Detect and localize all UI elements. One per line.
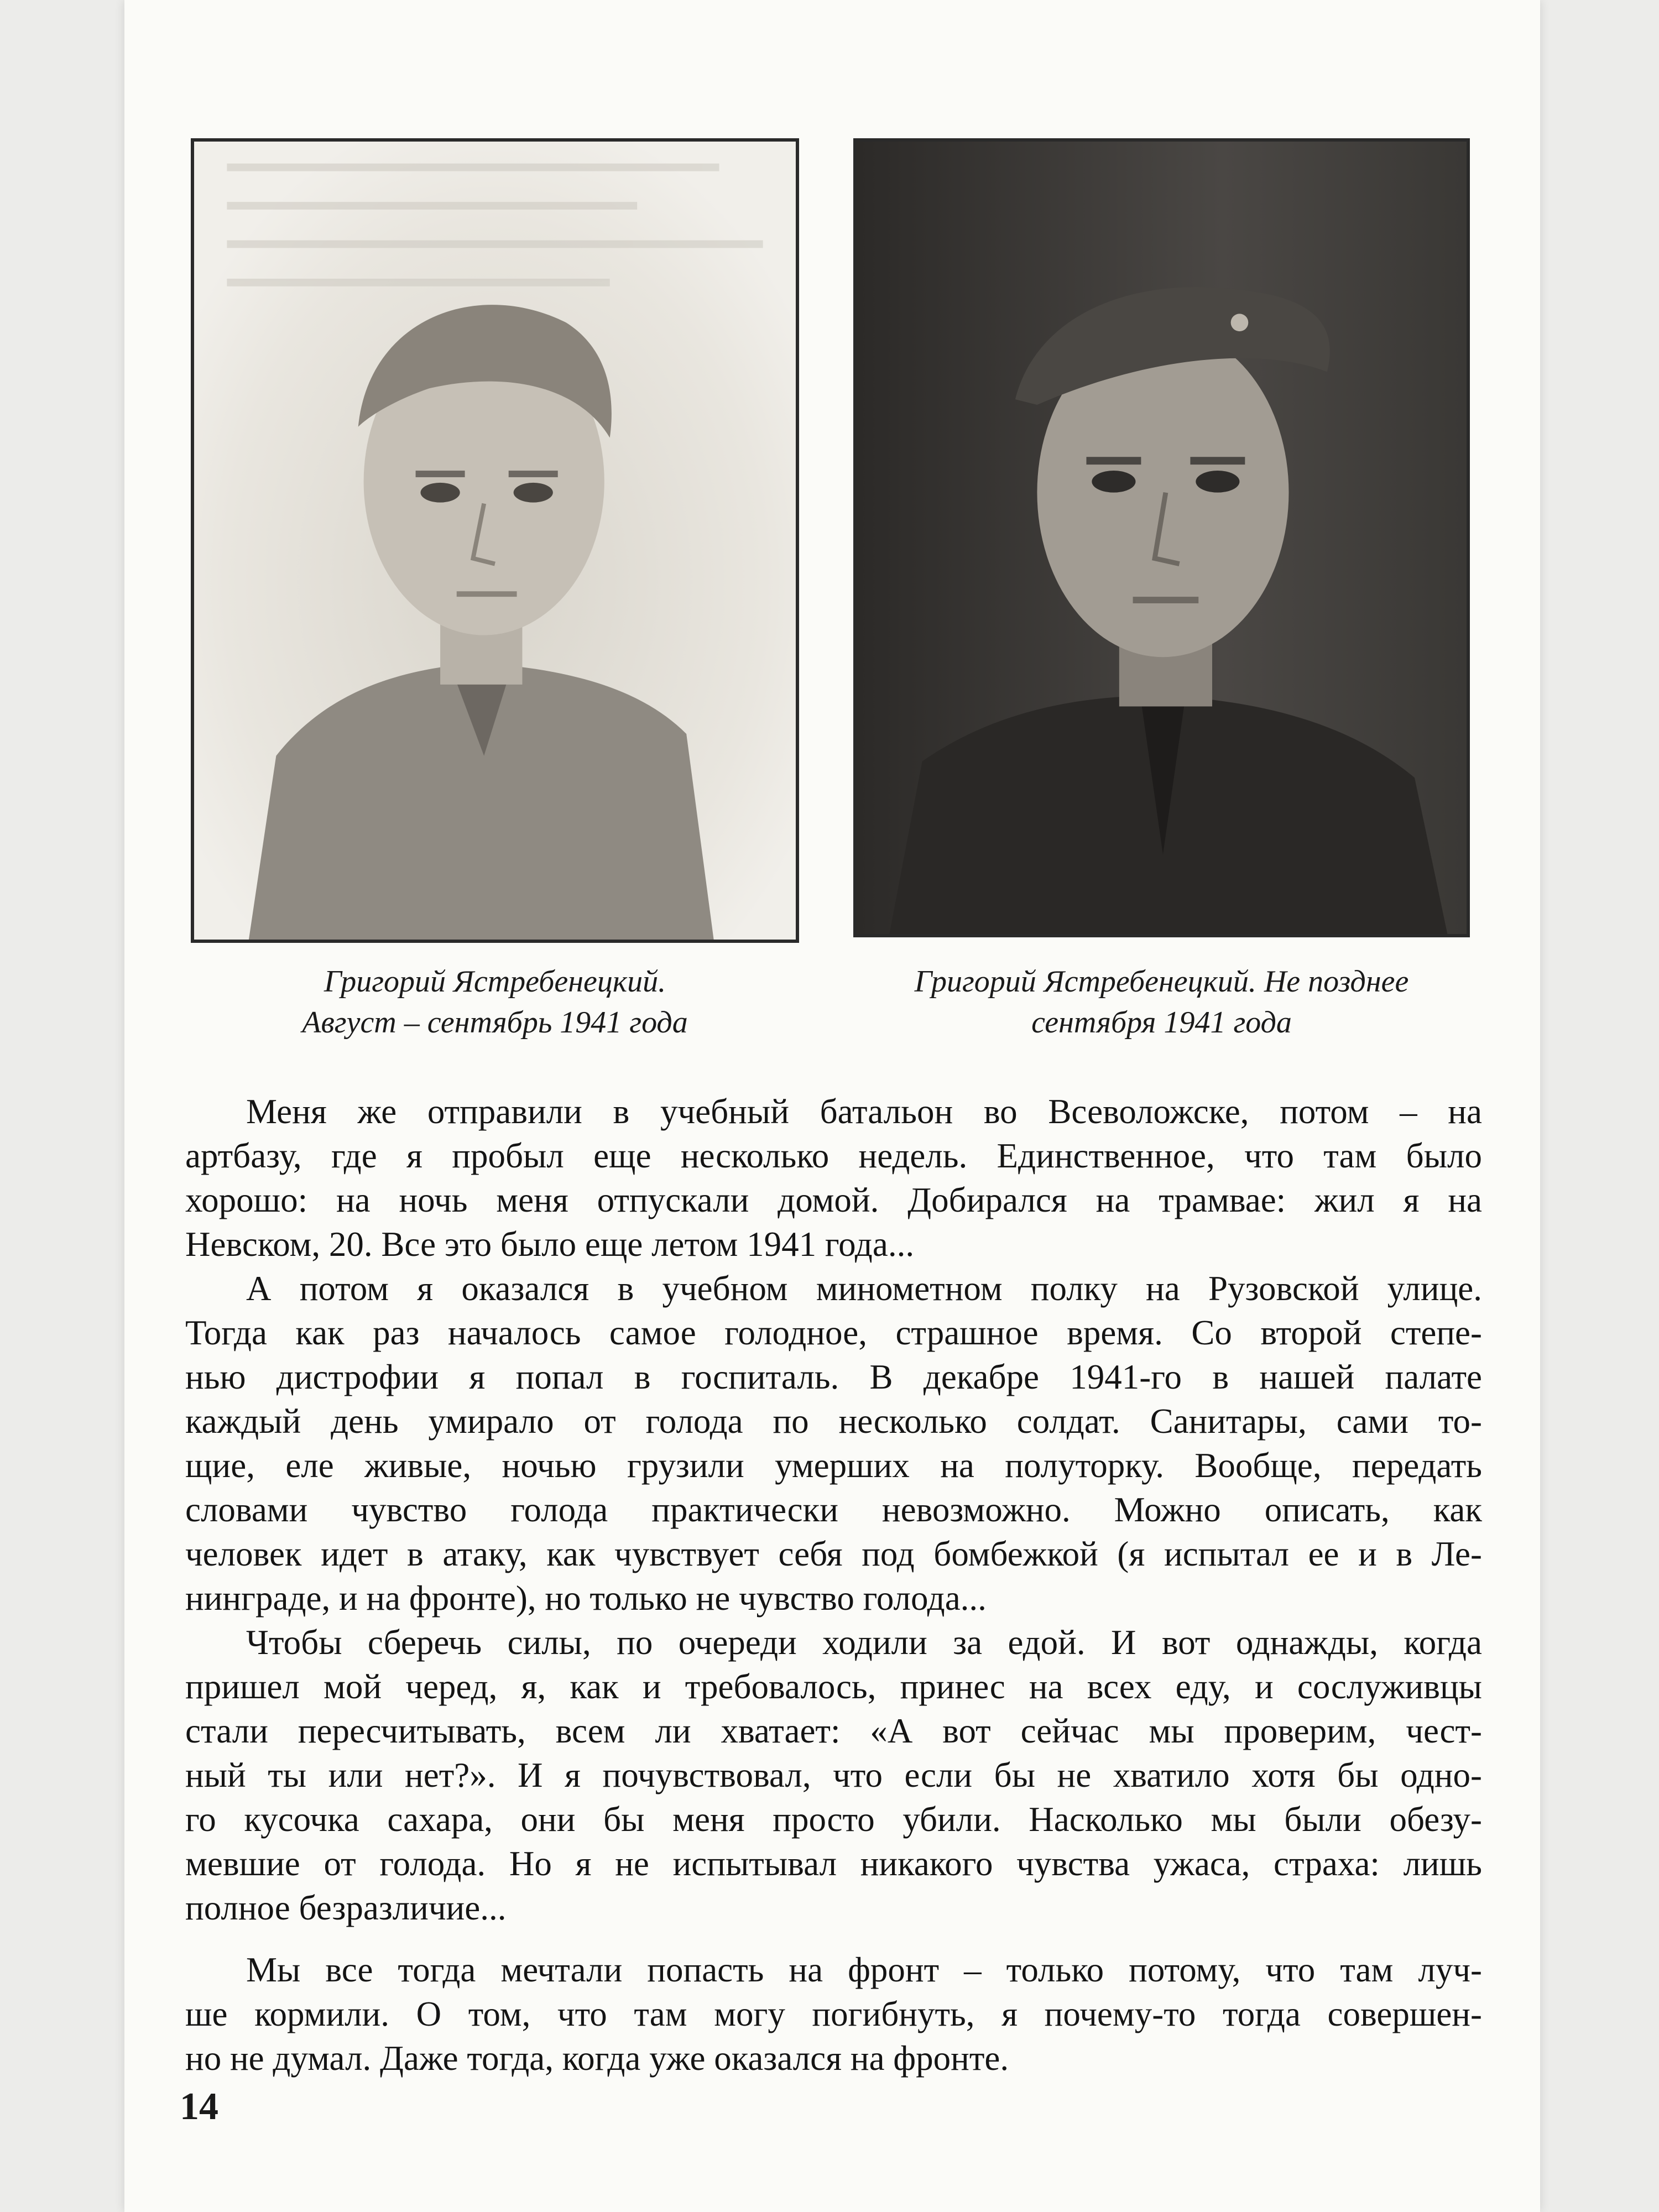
photo-caption-right [853, 961, 1470, 1043]
book-page [124, 0, 1540, 2212]
text-line: стали пересчитывать, всем ли хватает: «А вот сейчас мы проверим, чест- [185, 1712, 1482, 1750]
page-number: 14 [180, 2085, 218, 2128]
text-line: хорошо: на ночь меня отпускали домой. Добирался на трамвае: жил я на [185, 1181, 1482, 1219]
text-line: Чтобы сберечь силы, по очереди ходили за едой. И вот однажды, когда [246, 1623, 1482, 1662]
text-line: мевшие от голода. Но я не испытывал никакого чувства ужаса, страха: лишь [185, 1844, 1482, 1883]
portrait-photo-left [191, 138, 799, 943]
text-line: человек идет в атаку, как чувствует себя под бомбежкой (я испытал ее и в Ле- [185, 1535, 1482, 1573]
caption-left-line2: Август – сентябрь 1941 года [302, 1005, 688, 1040]
caption-right-line2: сентября 1941 года [1031, 1005, 1292, 1040]
text-line: Меня же отправили в учебный батальон во Всеволожске, потом – на [246, 1092, 1482, 1131]
text-line: А потом я оказался в учебном минометном полку на Рузовской улице. [246, 1269, 1482, 1308]
text-line: нинграде, и на фронте), но только не чувство голода... [185, 1579, 987, 1618]
text-line: ный ты или нет?». И я почувствовал, что если бы не хватило хотя бы одно- [185, 1756, 1482, 1794]
caption-left-line1: Григорий Ястребенецкий. [324, 964, 666, 999]
text-line: нью дистрофии я попал в госпиталь. В декабре 1941-го в нашей палате [185, 1358, 1482, 1396]
text-line: Тогда как раз началось самое голодное, страшное время. Со второй степе- [185, 1313, 1482, 1352]
paragraph-3 [185, 1620, 1482, 1930]
portrait-photo-left-image [194, 142, 796, 940]
text-line: ше кормили. О том, что там могу погибнуть, я почему-то тогда совершен- [185, 1995, 1482, 2033]
text-line: артбазу, где я пробыл еще несколько недель. Единственное, что там было [185, 1136, 1482, 1175]
text-line: го кусочка сахара, они бы меня просто убили. Насколько мы были обезу- [185, 1800, 1482, 1839]
text-line: Мы все тогда мечтали попасть на фронт – только потому, что там луч- [246, 1950, 1482, 1989]
text-line: но не думал. Даже тогда, когда уже оказался на фронте. [185, 2039, 1009, 2078]
paragraph-2 [185, 1266, 1482, 1620]
paragraph-1 [185, 1089, 1482, 1266]
photo-caption-left [191, 961, 799, 1043]
portrait-photo-right-image [857, 142, 1467, 934]
paragraph-4 [185, 1948, 1482, 2080]
text-line: Невском, 20. Все это было еще летом 1941 года... [185, 1225, 915, 1264]
portrait-photo-right [853, 138, 1470, 937]
body-text [185, 1089, 1482, 2080]
caption-right-line1: Григорий Ястребенецкий. Не позднее [914, 964, 1409, 999]
text-line: щие, еле живые, ночью грузили умерших на полуторку. Вообще, передать [185, 1446, 1482, 1485]
text-line: словами чувство голода практически невозможно. Можно описать, как [185, 1490, 1482, 1529]
text-line: полное безразличие... [185, 1888, 507, 1927]
text-line: каждый день умирало от голода по несколько солдат. Санитары, сами то- [185, 1402, 1482, 1441]
text-line: пришел мой черед, я, как и требовалось, принес на всех еду, и сослуживцы [185, 1667, 1482, 1706]
